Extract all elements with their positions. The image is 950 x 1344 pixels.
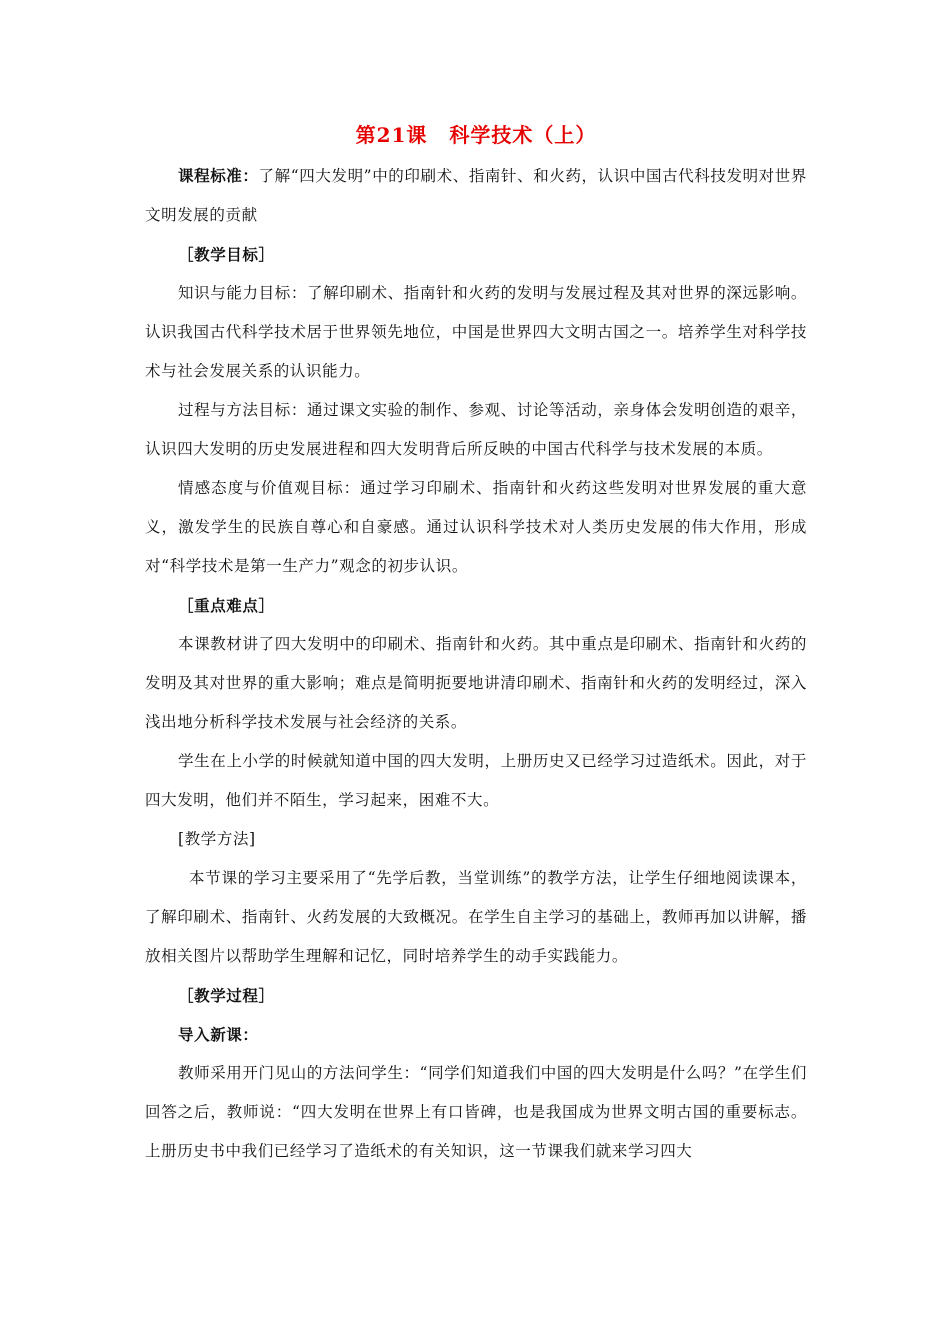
curriculum-standard-label: 课程标准： (178, 166, 259, 185)
lesson-title (145, 118, 807, 152)
method-paragraph: 本节课的学习主要采用了“先学后教，当堂训练”的教学方法，让学生仔细地阅读课本，了解印刷术、指南针、火药发展的大致概况。在学生自主学习的基础上，教师再加以讲解，播放相关图片以帮助学生理解和记忆，同时培养学生的动手实践能力。 (145, 869, 807, 965)
intro-paragraph: 教师采用开门见山的方法问学生：“同学们知道我们中国的四大发明是什么吗？”在学生们回答之后，教师说：“四大发明在世界上有口皆碑，也是我国成为世界文明古国的重要标志。上册历史书中我们已经学习了造纸术的有关知识，这一节课我们就来学习四大 (145, 1064, 807, 1160)
document-page (145, 118, 807, 1171)
curriculum-standard (145, 156, 807, 235)
method-heading: [教学方法] (178, 830, 256, 848)
objective-emotion: 情感态度与价值观目标：通过学习印刷术、指南针和火药这些发明对世界发展的重大意义，激发学生的民族自尊心和自豪感。通过认识科学技术对人类历史发展的伟大作用，形成对“科学技术是第一生产力”观念的初步认识。 (145, 479, 807, 575)
keypoints-paragraph-1: 本课教材讲了四大发明中的印刷术、指南针和火药。其中重点是印刷术、指南针和火药的发明及其对世界的重大影响；难点是简明扼要地讲清印刷术、指南针和火药的发明经过，深入浅出地分析科学技术发展与社会经济的关系。 (145, 635, 807, 731)
keypoints-heading: ［重点难点］ (178, 596, 275, 615)
objective-process: 过程与方法目标：通过课文实验的制作、参观、讨论等活动，亲身体会发明创造的艰辛，认识四大发明的历史发展进程和四大发明背后所反映的中国古代科学与技术发展的本质。 (145, 401, 807, 458)
keypoints-paragraph-2: 学生在上小学的时候就知道中国的四大发明，上册历史又已经学习过造纸术。因此，对于四大发明，他们并不陌生，学习起来，困难不大。 (145, 752, 807, 809)
process-heading: ［教学过程］ (178, 986, 275, 1005)
lesson-topic: 科学技术（上） (449, 123, 597, 147)
lesson-number: 第21课 (355, 123, 428, 147)
objective-knowledge: 知识与能力目标：了解印刷术、指南针和火药的发明与发展过程及其对世界的深远影响。认识我国古代科学技术居于世界领先地位，中国是世界四大文明古国之一。培养学生对科学技术与社会发展关系的认识能力。 (145, 284, 807, 380)
curriculum-standard-text: 了解“四大发明”中的印刷术、指南针、和火药，认识中国古代科技发明对世界文明发展的贡献 (145, 167, 807, 224)
intro-label: 导入新课： (178, 1025, 259, 1044)
objectives-heading: ［教学目标］ (178, 245, 275, 264)
